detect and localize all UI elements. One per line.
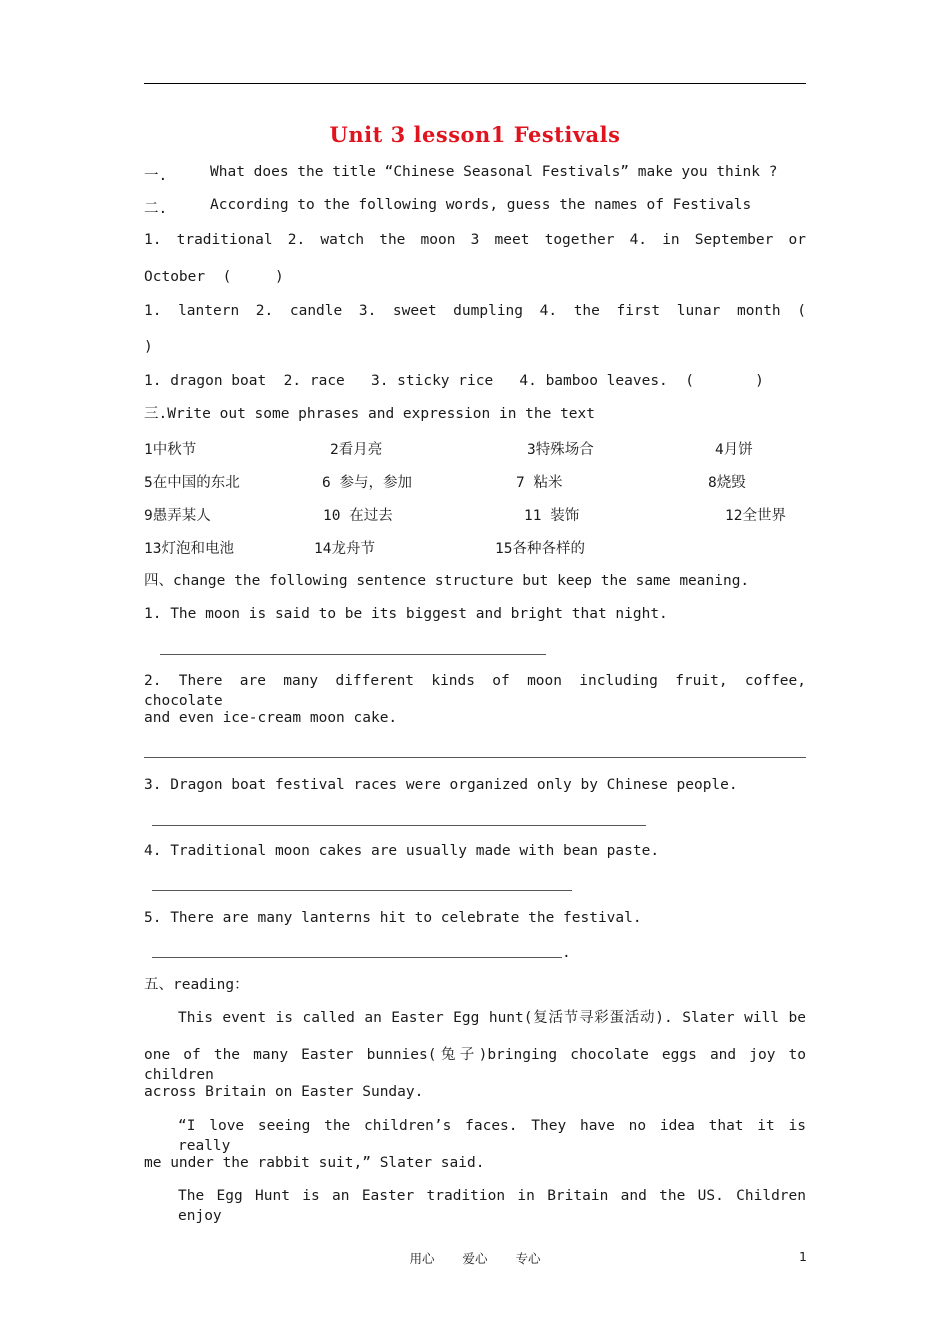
phrase-item: 7 粘米: [516, 475, 563, 491]
guess-group-1-line-1: 1. traditional 2. watch the moon 3 meet together 4. in September or: [144, 232, 806, 248]
guess-group-2-line-2: ): [144, 339, 153, 355]
page-footer: [0, 1249, 950, 1267]
answer-line-1: [160, 654, 546, 655]
answer-line-4: [152, 890, 572, 891]
sentence-2-line-2: and even ice-cream moon cake.: [144, 710, 398, 726]
section-2: [144, 197, 806, 217]
sentence-4: 4. Traditional moon cakes are usually made with bean paste.: [144, 843, 660, 859]
phrase-item: 5在中国的东北: [144, 475, 240, 491]
footer-text: 专心: [515, 1251, 541, 1266]
guess-group-3: 1. dragon boat 2. race 3. sticky rice 4. bamboo leaves. ( ): [144, 373, 764, 389]
sentence-2-line-1: 2. There are many different kinds of moon including fruit, coffee, chocolate: [144, 673, 806, 709]
answer-line-5: [152, 957, 562, 958]
sentence-1: 1. The moon is said to be its biggest and bright that night.: [144, 606, 668, 622]
section-2-number: 二.: [144, 201, 168, 217]
guess-group-2-line-1: 1. lantern 2. candle 3. sweet dumpling 4. the first lunar month (: [144, 303, 806, 319]
phrase-item: 2看月亮: [330, 442, 383, 458]
phrase-item: 4月饼: [715, 442, 753, 458]
reading-paragraph-1-line-1: This event is called an Easter Egg hunt(复活节寻彩蛋活动). Slater will be: [178, 1010, 806, 1026]
page-title: Unit 3 lesson1 Festivals: [329, 122, 621, 147]
section-1: [144, 164, 806, 184]
section-1-number: 一.: [144, 168, 168, 184]
answer-line-5-period: .: [562, 945, 571, 961]
sentence-5: 5. There are many lanterns hit to celebrate the festival.: [144, 910, 642, 926]
phrase-item: 14龙舟节: [314, 541, 375, 557]
page-number: 1: [799, 1249, 807, 1264]
phrase-item: 1中秋节: [144, 442, 197, 458]
header-rule: [144, 83, 806, 84]
answer-line-3: [152, 825, 646, 826]
section-2-text: According to the following words, guess the names of Festivals: [210, 197, 752, 213]
phrase-item: 10 在过去: [323, 508, 393, 524]
reading-paragraph-3-line-1: The Egg Hunt is an Easter tradition in Britain and the US. Children enjoy: [178, 1188, 806, 1224]
reading-paragraph-2-line-2: me under the rabbit suit,” Slater said.: [144, 1155, 485, 1171]
footer-text: 用心: [409, 1251, 435, 1266]
phrase-item: 8烧毁: [708, 475, 746, 491]
phrase-item: 15各种各样的: [495, 541, 585, 557]
phrase-item: 9愚弄某人: [144, 508, 211, 524]
footer-text: 爱心: [462, 1251, 488, 1266]
phrase-item: 11 装饰: [524, 508, 580, 524]
phrase-item: 6 参与，参加: [322, 475, 412, 491]
answer-line-2: [144, 757, 806, 758]
phrase-row: [144, 504, 806, 524]
section-5-heading: 五、reading：: [144, 977, 249, 993]
reading-paragraph-1-line-2: one of the many Easter bunnies(兔子)bringing chocolate eggs and joy to children: [144, 1047, 806, 1083]
section-1-text: What does the title “Chinese Seasonal Festivals” make you think ?: [210, 164, 778, 180]
guess-group-1-line-2: October ( ): [144, 269, 284, 285]
phrase-row: [144, 537, 806, 557]
reading-paragraph-2-line-1: “I love seeing the children’s faces. They have no idea that it is really: [178, 1118, 806, 1154]
sentence-3: 3. Dragon boat festival races were organized only by Chinese people.: [144, 777, 738, 793]
phrase-item: 3特殊场合: [527, 442, 594, 458]
phrase-item: 12全世界: [725, 508, 786, 524]
phrase-row: [144, 471, 806, 491]
reading-paragraph-1-line-3: across Britain on Easter Sunday.: [144, 1084, 424, 1100]
section-4-heading: 四、change the following sentence structure but keep the same meaning.: [144, 573, 750, 589]
phrase-row: [144, 438, 806, 458]
phrase-item: 13灯泡和电池: [144, 541, 234, 557]
section-3-heading: 三.Write out some phrases and expression in the text: [144, 406, 595, 422]
